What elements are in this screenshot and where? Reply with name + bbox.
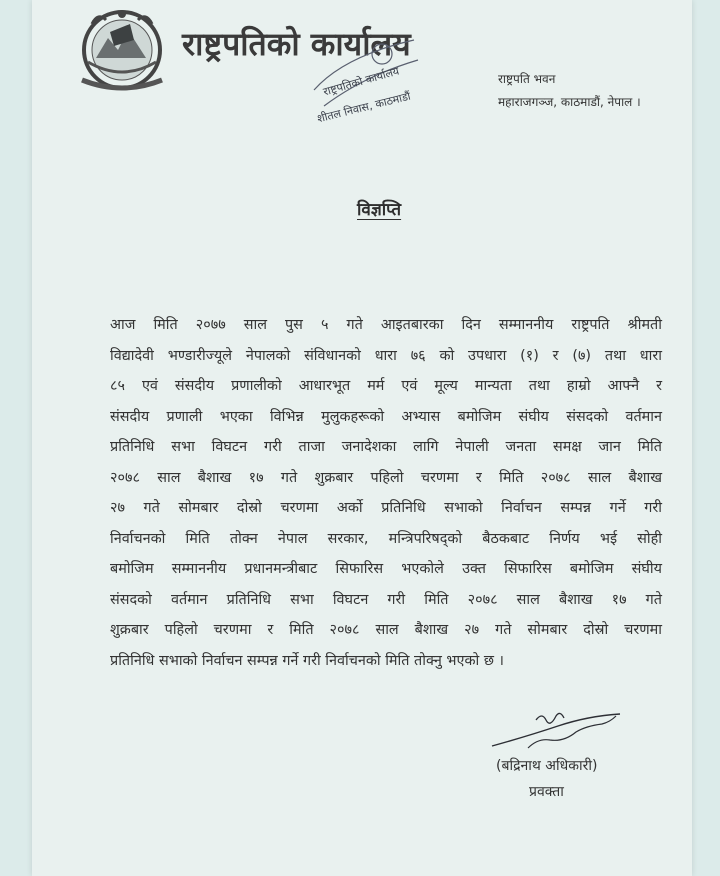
seal-text-location: शीतल निवास, काठमाडौं [315,89,412,126]
notice-title: विज्ञप्ति [357,200,402,220]
notice-body-line: प्रतिनिधि सभा विघटन गरी ताजा जनादेशका लागि नेपाली जनता समक्ष जान मिति [110,439,662,455]
notice-body-line: विद्यादेवी भण्डारीज्यूले नेपालको संविधानको धारा ७६ को उपधारा (१) र (७) तथा धारा [110,347,662,364]
signer-role: प्रवक्ता [529,784,564,800]
notice-body-line: शुक्रबार पहिलो चरणमा र मिति २०७८ साल बैशाख २७ गते सोमबार दोस्रो चरणमा [110,622,662,638]
seal-text-office: राष्ट्रपतिको कार्यालय [321,64,401,99]
notice-body-line: आज मिति २०७७ साल पुस ५ गते आइतबारका दिन सम्माननीय राष्ट्रपति श्रीमती [110,317,662,333]
notice-body-line: ८५ एवं संसदीय प्रणालीको आधारभूत मर्म एवं मूल्य मान्यता तथा हाम्रो आफ्नै र [110,378,662,394]
office-name-heading: राष्ट्रपतिको कार्यालय [182,25,411,63]
notice-body-line: २७ गते सोमबार दोस्रो चरणमा अर्को प्रतिनिधि सभाको निर्वाचन सम्पन्न गर्ने गरी [110,500,662,516]
address-line-city: महाराजगञ्ज, काठमाडौं, नेपाल । [498,95,641,109]
notice-body-line: निर्वाचनको मिति तोक्न नेपाल सरकार, मन्त्रिपरिषद्को बैठकबाट निर्णय भई सोही [110,530,662,547]
notice-body-line: बमोजिम सम्माननीय प्रधानमन्त्रीबाट सिफारिस भएकोले उक्त सिफारिस बमोजिम संघीय [110,561,662,577]
address-line-building: राष्ट्रपति भवन [498,72,556,86]
notice-body-line: प्रतिनिधि सभाको निर्वाचन सम्पन्न गर्ने गरी निर्वाचनको मिति तोक्नु भएको छ । [110,652,504,669]
signer-name: (बद्रिनाथ अधिकारी) [496,758,598,774]
notice-body [110,310,662,676]
notice-body-line: संसदीय प्रणाली भएका विभिन्न मुलुकहरूको अभ्यास बमोजिम संघीय संसदको वर्तमान [110,408,662,425]
notice-body-line: संसदको वर्तमान प्रतिनिधि सभा विघटन गरी मिति २०७८ साल बैशाख १७ गते [110,591,662,608]
handwritten-signature-icon [488,706,628,756]
notice-body-line: २०७८ साल बैशाख १७ गते शुक्रबार पहिलो चरणमा र मिति २०७८ साल बैशाख [110,469,662,486]
nepal-emblem-icon [68,6,176,92]
